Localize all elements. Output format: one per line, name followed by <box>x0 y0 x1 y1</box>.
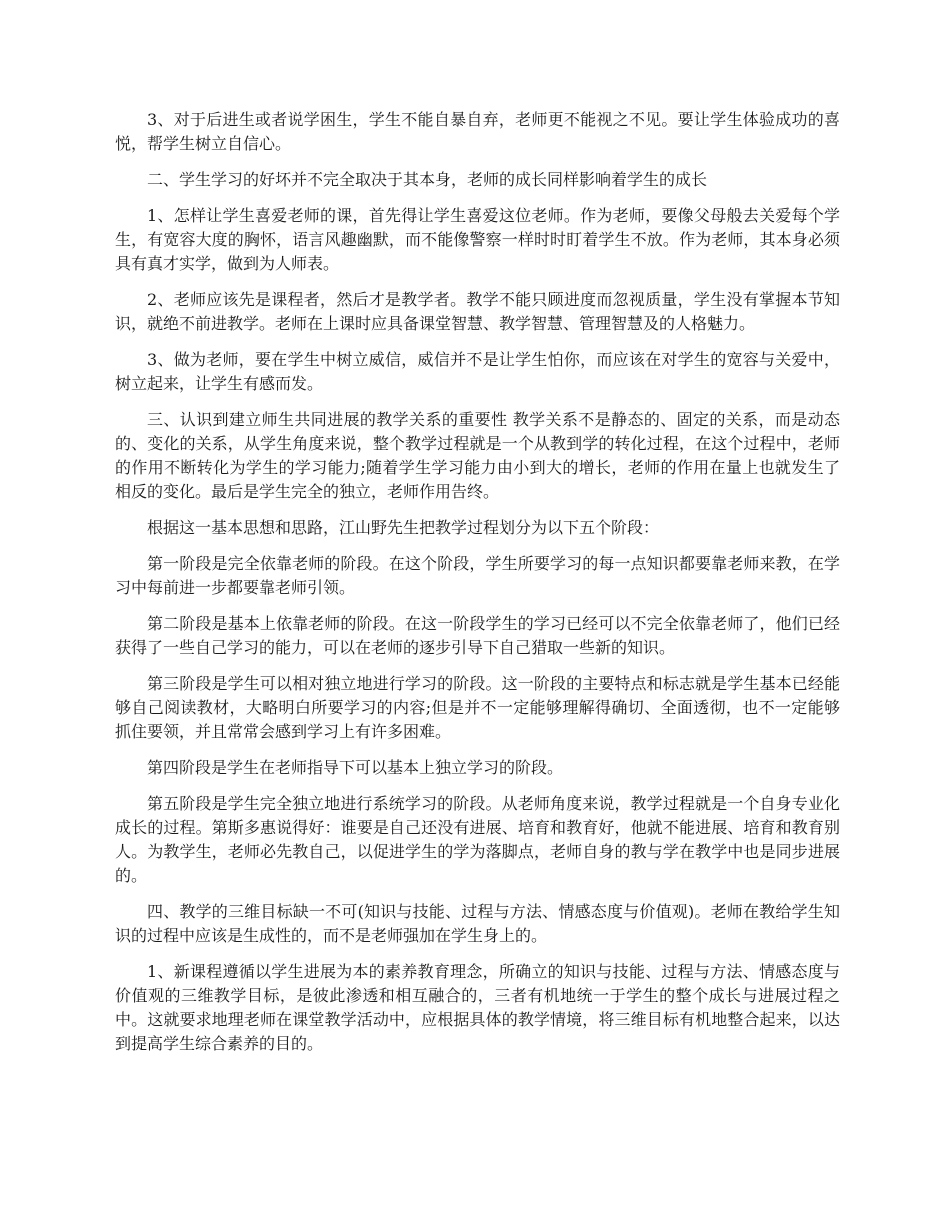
paragraph-8: 第一阶段是完全依靠老师的阶段。在这个阶段，学生所要学习的每一点知识都要靠老师来教，在学习中每前进一步都要靠老师引领。 <box>115 554 840 597</box>
document-body <box>115 108 840 1068</box>
paragraph-2: 二、学生学习的好坏并不完全取决于其本身，老师的成长同样影响着学生的成长 <box>147 170 708 189</box>
paragraph-5: 3、做为老师，要在学生中树立威信，威信并不是让学生怕你，而应该在对学生的宽容与关爱中，树立起来，让学生有感而发。 <box>115 350 840 393</box>
paragraph-9: 第二阶段是基本上依靠老师的阶段。在这一阶段学生的学习已经可以不完全依靠老师了，他们已经获得了一些自己学习的能力，可以在老师的逐步引导下自己猎取一些新的知识。 <box>115 614 840 657</box>
paragraph-13: 四、教学的三维目标缺一不可(知识与技能、过程与方法、情感态度与价值观)。老师在教给学生知识的过程中应该是生成性的，而不是老师强加在学生身上的。 <box>115 902 840 945</box>
paragraph-4: 2、老师应该先是课程者，然后才是教学者。教学不能只顾进度而忽视质量，学生没有掌握本节知识，就绝不前进教学。老师在上课时应具备课堂智慧、教学智慧、管理智慧及的人格魅力。 <box>115 290 840 333</box>
paragraph-7: 根据这一基本思想和思路，江山野先生把教学过程划分为以下五个阶段： <box>147 518 660 537</box>
paragraph-1: 3、对于后进生或者说学困生，学生不能自暴自弃，老师更不能视之不见。要让学生体验成功的喜悦，帮学生树立自信心。 <box>115 110 840 153</box>
paragraph-10: 第三阶段是学生可以相对独立地进行学习的阶段。这一阶段的主要特点和标志就是学生基本已经能够自己阅读教材，大略明白所要学习的内容;但是并不一定能够理解得确切、全面透彻，也不一定能够抓住要领，并且常常会感到学习上有许多困难。 <box>115 674 840 741</box>
paragraph-3: 1、怎样让学生喜爱老师的课，首先得让学生喜爱这位老师。作为老师，要像父母般去关爱每个学生，有宽容大度的胸怀，语言风趣幽默，而不能像警察一样时时盯着学生不放。作为老师，其本身必须具有真才实学，做到为人师表。 <box>115 206 840 273</box>
paragraph-12: 第五阶段是学生完全独立地进行系统学习的阶段。从老师角度来说，教学过程就是一个自身专业化成长的过程。第斯多惠说得好：谁要是自己还没有进展、培育和教育好，他就不能进展、培育和教育别人。为教学生，老师必先教自己，以促进学生的学为落脚点，老师自身的教与学在教学中也是同步进展的。 <box>115 794 840 885</box>
paragraph-11: 第四阶段是学生在老师指导下可以基本上独立学习的阶段。 <box>147 758 564 777</box>
paragraph-14: 1、新课程遵循以学生进展为本的素养教育理念，所确立的知识与技能、过程与方法、情感态度与价值观的三维教学目标，是彼此渗透和相互融合的，三者有机地统一于学生的整个成长与进展过程之中。这就要求地理老师在课堂教学活动中，应根据具体的教学情境，将三维目标有机地整合起来，以达到提高学生综合素养的目的。 <box>115 962 840 1053</box>
paragraph-6: 三、认识到建立师生共同进展的教学关系的重要性 教学关系不是静态的、固定的关系，而是动态的、变化的关系，从学生角度来说，整个教学过程就是一个从教到学的转化过程，在这个过程中，老师的作用不断转化为学生的学习能力;随着学生学习能力由小到大的增长，老师的作用在量上也就发生了相反的变化。最后是学生完全的独立，老师作用告终。 <box>115 410 840 501</box>
